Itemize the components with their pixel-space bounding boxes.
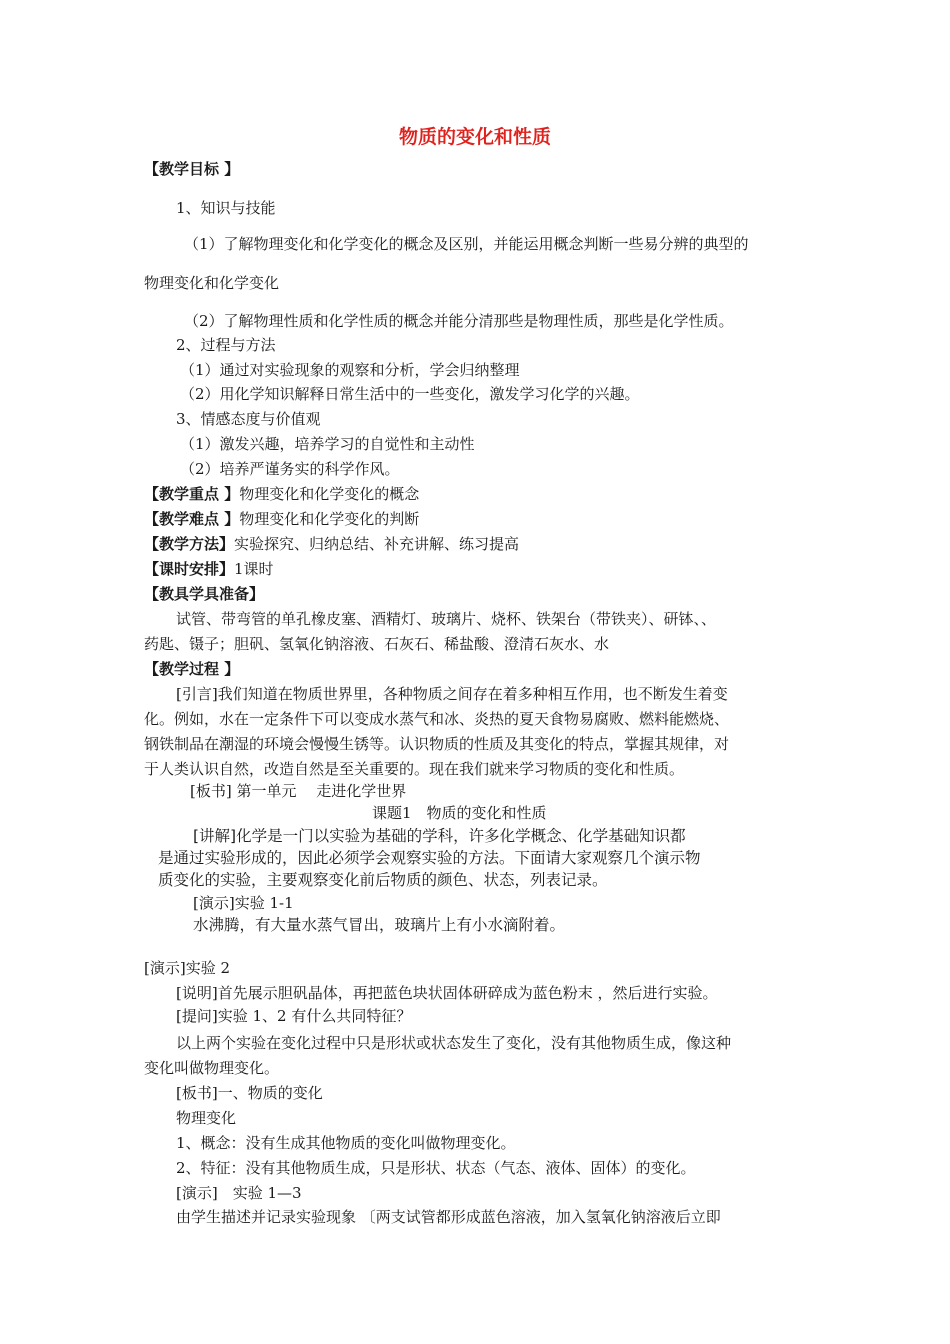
- text-line: [演示]实验 1-1: [193, 894, 294, 912]
- text-line: [演示]实验 2: [144, 959, 231, 977]
- section-heading: 【教学方法】: [144, 535, 235, 553]
- text-line: 以上两个实验在变化过程中只是形状或状态发生了变化，没有其他物质生成，像这种: [176, 1034, 732, 1052]
- text-line: 变化叫做物理变化。: [144, 1059, 280, 1077]
- text-line: [144, 534, 519, 554]
- text-line: （2）了解物理性质和化学性质的概念并能分清那些是物理性质，那些是化学性质。: [184, 312, 734, 330]
- text-line: 药匙、镊子；胆矾、氢氧化钠溶液、石灰石、稀盐酸、澄清石灰水、水: [144, 635, 610, 653]
- text-line: 物理变化: [176, 1109, 237, 1127]
- text-line: 钢铁制品在潮湿的环境会慢慢生锈等。认识物质的性质及其变化的特点，掌握其规律，对: [144, 735, 730, 753]
- text-line: [144, 509, 419, 529]
- section-heading: 【教学难点 】: [144, 510, 240, 528]
- text-line: 【教具学具准备】: [144, 585, 265, 603]
- text-line: 由学生描述并记录实验现象 〔两支试管都形成蓝色溶液，加入氢氧化钠溶液后立即: [176, 1208, 721, 1226]
- section-text: 实验探究、归纳总结、补充讲解、练习提高: [234, 535, 520, 553]
- text-line: 【教学过程 】: [144, 660, 240, 678]
- text-line: 试管、带弯管的单孔橡皮塞、酒精灯、玻璃片、烧杯、铁架台（带铁夹）、研钵、、: [176, 610, 717, 628]
- text-line: 水沸腾，有大量水蒸气冒出，玻璃片上有小水滴附着。: [193, 916, 566, 934]
- section-heading: 【教学重点 】: [144, 485, 240, 503]
- text-line: [演示] 实验 1—3: [176, 1184, 302, 1202]
- section-text: 物理变化和化学变化的概念: [239, 485, 420, 503]
- text-line: 2、过程与方法: [176, 336, 276, 354]
- text-line: 3、情感态度与价值观: [176, 410, 321, 428]
- text-line: （2）培养严谨务实的科学作风。: [180, 460, 400, 478]
- text-line: [板书]一、物质的变化: [176, 1084, 323, 1102]
- text-line: （2）用化学知识解释日常生活中的一些变化，激发学习化学的兴趣。: [180, 385, 640, 403]
- text-line: （1）激发兴趣，培养学习的自觉性和主动性: [180, 435, 475, 453]
- text-line: 化。例如，水在一定条件下可以变成水蒸气和冰、炎热的夏天食物易腐败、燃料能燃烧、: [144, 710, 730, 728]
- text-line: 【教学目标 】: [144, 160, 240, 178]
- text-line: [提问]实验 1、2 有什么共同特征？: [176, 1007, 412, 1025]
- text-line: [板书] 第一单元 走进化学世界: [190, 782, 407, 800]
- text-line: 1、知识与技能: [176, 199, 276, 217]
- text-line: [讲解]化学是一门以实验为基础的学科，许多化学概念、化学基础知识都: [193, 827, 686, 845]
- section-text: 物理变化和化学变化的判断: [239, 510, 420, 528]
- section-heading: 【课时安排】: [144, 560, 235, 578]
- text-line: （1）通过对实验现象的观察和分析，学会归纳整理: [180, 361, 520, 379]
- text-line: 质变化的实验，主要观察变化前后物质的颜色、状态，列表记录。: [158, 871, 608, 889]
- text-line: 物理变化和化学变化: [144, 274, 280, 292]
- section-text: 1课时: [234, 560, 274, 578]
- text-line: [引言]我们知道在物质世界里，各种物质之间存在着多种相互作用，也不断发生着变: [176, 685, 728, 703]
- text-line: 1、概念：没有生成其他物质的变化叫做物理变化。: [176, 1134, 516, 1152]
- text-line: [说明]首先展示胆矾晶体，再把蓝色块状固体研碎成为蓝色粉末 ，然后进行实验。: [176, 984, 718, 1002]
- text-line: （1）了解物理变化和化学变化的概念及区别，并能运用概念判断一些易分辨的典型的: [184, 235, 749, 253]
- text-line: 是通过实验形成的，因此必须学会观察实验的方法。下面请大家观察几个演示物: [158, 849, 701, 867]
- text-line: 于人类认识自然，改造自然是至关重要的。现在我们就来学习物质的变化和性质。: [144, 760, 685, 778]
- text-line: 课题1 物质的变化和性质: [372, 804, 547, 822]
- text-line: [144, 484, 419, 504]
- page-title: 物质的变化和性质: [398, 126, 551, 148]
- text-line: [144, 559, 274, 579]
- text-line: 2、特征：没有其他物质生成，只是形状、状态（气态、液体、固体）的变化。: [176, 1159, 696, 1177]
